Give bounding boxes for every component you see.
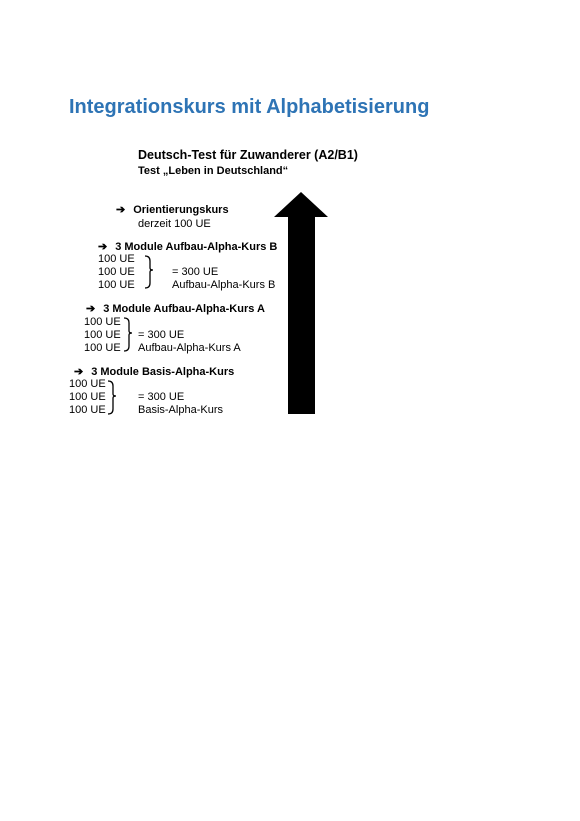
basis-module-1: 100 UE [69, 378, 106, 390]
aufbau-a-label: 3 Module Aufbau-Alpha-Kurs A [103, 303, 265, 315]
test-heading: Deutsch-Test für Zuwanderer (A2/B1) [138, 148, 358, 162]
basis-module-3: 100 UE [69, 404, 106, 416]
aufbau-a-module-1: 100 UE [84, 316, 121, 328]
basis-module-2: 100 UE [69, 391, 106, 403]
right-arrow-icon: ➔ [116, 204, 126, 216]
aufbau-b-name: Aufbau-Alpha-Kurs B [172, 279, 276, 291]
aufbau-b-brace [145, 256, 153, 288]
right-arrow-icon: ➔ [74, 366, 84, 378]
basis-sum: = 300 UE [138, 391, 185, 403]
aufbau-a-module-2: 100 UE [84, 329, 121, 341]
aufbau-b-label: 3 Module Aufbau-Alpha-Kurs B [115, 241, 278, 253]
aufbau-a-name: Aufbau-Alpha-Kurs A [138, 342, 241, 354]
aufbau-a-module-3: 100 UE [84, 342, 121, 354]
basis-label: 3 Module Basis-Alpha-Kurs [91, 366, 235, 378]
orientation-label: Orientierungskurs [133, 204, 229, 216]
aufbau-b-module-3: 100 UE [98, 279, 135, 291]
page-title: Integrationskurs mit Alphabetisierung [69, 96, 430, 118]
progress-up-arrow [274, 192, 328, 414]
right-arrow-icon: ➔ [98, 241, 108, 253]
aufbau-b-module-2: 100 UE [98, 266, 135, 278]
aufbau-b-sum: = 300 UE [172, 266, 219, 278]
test-subheading: Test „Leben in Deutschland“ [138, 165, 289, 177]
right-arrow-icon: ➔ [86, 303, 96, 315]
basis-name: Basis-Alpha-Kurs [138, 404, 223, 416]
orientation-detail: derzeit 100 UE [138, 218, 211, 230]
basis-brace [108, 381, 116, 414]
aufbau-a-brace [124, 318, 132, 351]
aufbau-b-module-1: 100 UE [98, 253, 135, 265]
aufbau-a-sum: = 300 UE [138, 329, 185, 341]
